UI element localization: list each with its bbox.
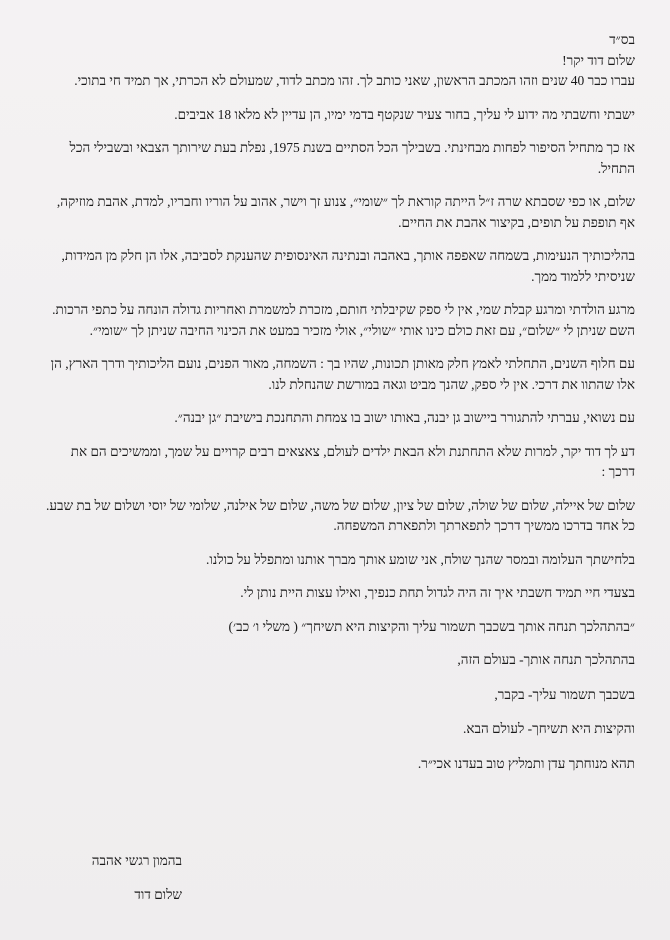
letter-signature: שלום דוד <box>134 887 182 902</box>
quote-line: בשכבך תשמור עליך- בקבר, <box>494 686 635 702</box>
letter-paragraph: עברו כבר 40 שנים וזהו המכתב הראשון, שאני כותב לך. זהו מכתב לדוד, שמעולם לא הכרתי, אך תמיד חי בתוכי. <box>74 73 635 88</box>
quote-line: והקיצות היא תשיחך- לעולם הבא. <box>463 721 635 736</box>
letter-closing: בהמון רגשי אהבה <box>91 853 182 868</box>
letter-quote-explanation <box>45 650 635 774</box>
letter-paragraph: אז כך מתחיל הסיפור לפחות מבחינתי. בשבילך הכל הסתיים בשנת 1975, נפלת בעת שירותך הצבאי ובשבילי הכל התחיל. <box>69 140 635 176</box>
letter-paragraph: שלום, או כפי שסבתא שרה ז״ל הייתה קוראת לך ״שומי״, צנוע זך וישר, אהוב על הוריו וחבריו, למדת, אהבת מוזיקה, אף תופפת על תופים, בקיצור אהבת את החיים. <box>56 194 635 230</box>
letter-paragraph: ישבתי וחשבתי מה ידוע לי עליך, בחור צעיר שנקטף בדמי ימיו, הן עדיין לא מלאו 18 אביבים. <box>174 106 635 122</box>
quote-line: תהא מנוחתך עדן ותמליץ טוב בעדנו אכי״ר. <box>417 755 635 771</box>
letter-quote-paragraph: ״בהתהלכך תנחה אותך בשכבך תשמור עליך והקיצות היא תשיחך״ ( משלי ו׳ כב׳) <box>228 618 635 634</box>
letter-greeting: שלום דוד יקר! <box>562 52 635 68</box>
letter-paragraph: עם נשואי, עברתי להתגורר ביישוב גן יבנה, באותו ישוב בו צמחת והתחנכת בישיבת ״גן יבנה״. <box>174 410 635 425</box>
letter-paragraph: בהליכותיך הנעימות, בשמחה שאפפה אותך, באהבה ובנתינה האינסופית שהענקת לסביבה, אלו הן חלק מן המידות, שניסיתי ללמוד ממך. <box>61 248 635 284</box>
letter-paragraph: בלחישתך העלומה ובמסר שהנך שולח, אני שומע אותך מברך אותנו ומתפלל על כולנו. <box>206 551 635 567</box>
letter-body <box>45 30 635 788</box>
quote-line: בהתהלכך תנחה אותך- בעולם הזה, <box>457 652 635 667</box>
letter-paragraph: בצעדי חיי תמיד חשבתי איך זה היה לגדול תחת כנפיך, ואילו עצות היית נותן לי. <box>240 585 635 600</box>
letter-header-mark: בס״ד <box>609 32 635 47</box>
letter-signature-block <box>62 851 182 919</box>
letter-paragraph: מרגע הולדתי ומרגע קבלת שמי, אין לי ספק שקיבלתי חותם, מזכרת למשמרת ואחריות גדולה הונחה על כתפי הרכות. השם שניתן לי ״שלום״, עם זאת כולם כינו אותי ״שולי״, אולי מזכיר במעט את הכינוי החיבה שניתן לך ״שומי״. <box>52 302 635 338</box>
letter-paragraph: עם חלוף השנים, התחלתי לאמץ חלק מאותן תכונות, שהיו בך : השמחה, מאור הפנים, נועם הליכותיך ודרך הארץ, הן אלו שהתוו את דרכי. אין לי ספק, שהנך מביט וגאה במורשת שהנחלת לנו. <box>50 356 635 392</box>
letter-paragraph: דע לך דוד יקר, למרות שלא התחתנת ולא הבאת ילדים לעולם, צאצאים רבים קרויים על שמך, וממשיכים הם את דרכך : <box>70 443 635 479</box>
letter-paragraph: שלום של איילה, שלום של שולה, שלום של ציון, שלום של משה, שלום של אילנה, שלומי של יוסי ושלום של בת שבע. כל אחד בדרכו ממשיך דרכך לתפארתך ולתפארת המשפחה. <box>45 497 635 533</box>
